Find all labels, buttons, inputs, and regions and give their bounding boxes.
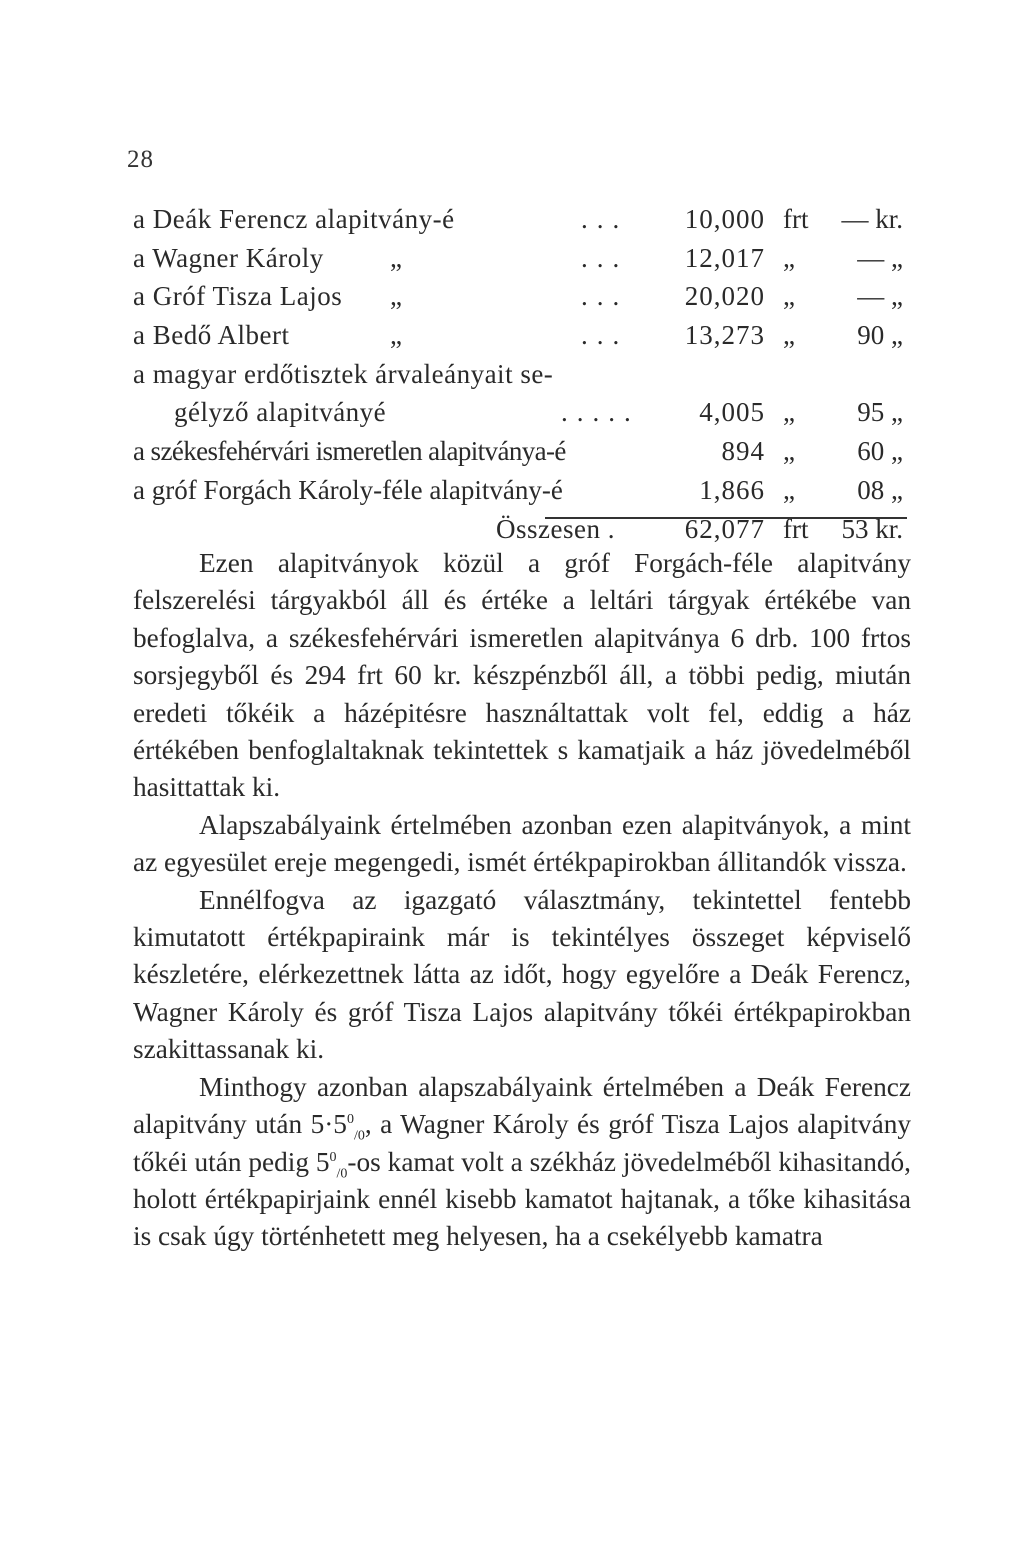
ledger-amount: 13,273 [684,320,765,351]
ledger-amount: 20,020 [684,281,765,312]
ledger-ditto: „ [390,320,402,351]
ledger-kr: 08 „ [857,474,903,505]
ledger-amount: 10,000 [684,204,765,234]
foundation-ledger [133,200,913,548]
paragraph: Alapszabályaink értelmében azonban ezen alapitványok, a mint az egyesület ereje megengedi, ismét értékpapirokban állitandók vissza. [133,809,911,878]
paragraph [133,1069,911,1256]
ledger-ditto: „ [390,281,402,312]
ledger-currency: „ [783,397,795,428]
total-kr: 53 kr. [841,513,903,544]
ledger-row [133,393,913,432]
ledger-kr: — kr. [841,204,903,234]
ledger-row [133,200,913,239]
ledger-dots: ... [581,320,629,351]
ledger-currency: „ [783,281,795,312]
ledger-name: a Deák Ferencz alapitvány-é [133,204,455,234]
ledger-dots: ..... [561,397,640,428]
body-text [133,545,911,1256]
ledger-ditto: „ [390,242,402,273]
ledger-row [133,316,913,355]
ledger-row [133,432,913,471]
ledger-currency: „ [783,242,795,273]
paragraph: Ennélfogva az igazgató választmány, tekintettel fentebb kimutatott értékpapiraink már is tekintélyes összeget képviselő készletére, elérkezettnek látta az időt, hogy egyelőre a Deák Ferencz, Wagner Károly és gróf Tisza Lajos alapitvány tőkéi értékpapirokban szakittassanak ki. [133,884,911,1065]
total-label: Összesen . [496,513,615,544]
percent-sub: /0 [336,1165,348,1181]
ledger-total-row [133,510,913,549]
ledger-name: a Bedő Albert [133,320,290,351]
ledger-dots: ... [581,281,629,312]
ledger-currency: „ [783,436,795,467]
ledger-currency: „ [783,320,795,351]
percent-sup: 0 [346,1112,354,1127]
paragraph-part: Minthogy azonban alapszabályaink értelmében a Deák Ferencz alapitvány után 5·5 [133,1071,911,1140]
ledger-name: gélyző alapitványé [174,397,387,428]
ledger-row [133,277,913,316]
total-amount: 62,077 [684,513,765,544]
ledger-name: a székesfehérvári ismeretlen alapitványa-é [133,436,566,467]
ledger-row [133,355,913,394]
ledger-name: a Gróf Tisza Lajos [133,281,343,312]
ledger-kr: — „ [857,281,903,312]
ledger-currency: „ [783,474,795,505]
ledger-kr: 95 „ [857,397,903,428]
percent-sub: /0 [353,1128,365,1144]
ledger-dots: ... [581,204,629,234]
ledger-amount: 1,866 [699,474,765,505]
ledger-name: a gróf Forgách Károly-féle alapitvány-é [133,474,563,505]
paragraph: Ezen alapitványok közül a gróf Forgách-féle alapitvány felszerelési tárgyakból áll és értéke a leltári tárgyak értékébe van befoglalva, a székesfehérvári ismeretlen alapitványa 6 drb. 100 frtos sorsjegyből és 294 frt 60 kr. készpénzből áll, a többi pedig, miután eredeti tőkéik a házépitésre használtattak volt fel, eddig a ház értékében benfoglaltaknak tekintettek s kamatjaik a ház jövedelméből hasittattak ki. [133,548,911,803]
ledger-kr: 90 „ [857,320,903,351]
total-currency: frt [783,513,809,544]
page-number: 28 [127,146,154,173]
total-divider [545,517,907,519]
paragraph-part: , a Wagner Károly és gróf Tisza Lajos alapitvány tőkéi után pedig 5 [133,1109,911,1177]
ledger-kr: 60 „ [857,436,903,467]
ledger-row [133,471,913,510]
ledger-amount: 4,005 [699,397,765,428]
ledger-amount: 894 [721,436,765,467]
ledger-kr: — „ [857,242,903,273]
ledger-name: a Wagner Károly [133,242,324,273]
ledger-dots: ... [581,242,629,273]
ledger-row [133,239,913,278]
ledger-currency: frt [783,204,809,234]
percent-sup: 0 [329,1149,337,1165]
ledger-amount: 12,017 [684,242,765,273]
paragraph-part: -os kamat volt a székház jövedelméből kihasitandó, holott értékpapirjaink ennél kisebb kamatot hajtanak, a tőke kihasitása is csak úgy történhetett meg helyesen, ha a csekélyebb kamatra [133,1146,911,1252]
ledger-name: a magyar erdőtisztek árvaleányait se- [133,358,554,389]
